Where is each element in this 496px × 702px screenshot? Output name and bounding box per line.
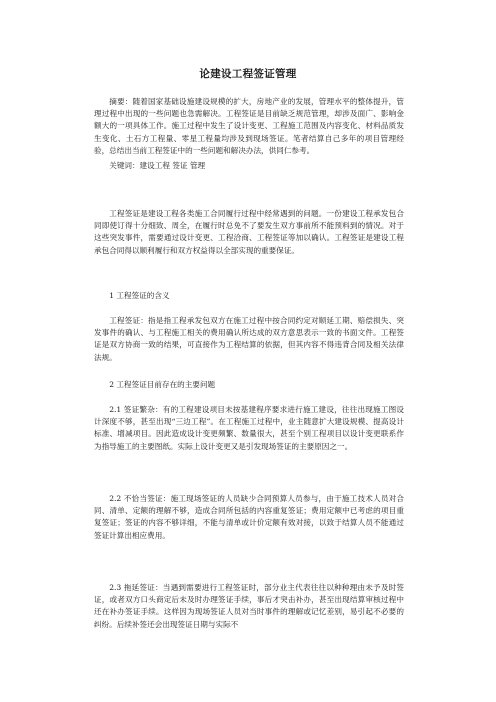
intro-paragraph: 工程签证是建设工程各类施工合同履行过程中经常遇到的问题。一份建设工程承发包合同即使订得十分细致、周全，在履行时总免不了要发生双方事前所不能预料到的情况。对于这些突发事件，需要通过设计变更、工程洽商、工程签证等加以确认。工程签证是建设工程承包合同得以顺利履行和双方权益得以全部实现的重要保证。 [94,209,404,255]
section-2-2-paragraph: 2.2 不恰当签证：施工现场签证的人员缺少合同预算人员参与，由于施工技术人员对合同、清单、定额的理解不够，造成合同所包括的内容重复签证；费用定额中已考虑的项目重复签证；签证的内容不够详细，不能与清单或计价定额有效对接，以致于结算人员不能通过签证计算出相应费用。 [94,494,404,540]
section-2-3-paragraph: 2.3 拖延签证：当遇到需要进行工程签证时，部分业主代表往往以种种理由未予及时签证，或者双方口头商定后未及时办理签证手续，事后才突击补办，甚至出现结算审核过程中还在补办签证手续。这样因为现场签证人员对当时事件的理解或记忆差别，易引起不必要的纠纷。后续补签还会出现签证日期与实际不 [94,583,404,629]
section-2-1-paragraph: 2.1 签证繁杂：有的工程建设项目未按基建程序要求进行施工建设，往往出现施工图设计深度不够，甚至出现“三边工程”。在工程施工过程中，业主随意扩大建设规模、提高设计标准、增减项目。因此造成设计变更频繁、数量很大，甚至个别工程项目以设计变更联系作为指导施工的主要图纸。实际上设计变更又是引发现场签证的主要原因之一。 [94,405,404,451]
document-title: 论建设工程签证管理 [199,68,297,80]
section-1-heading: 1 工程签证的含义 [109,291,170,300]
keywords-line: 关键词：建设工程 签证 管理 [109,161,206,170]
section-1-body: 工程签证：指是指工程承发包双方在施工过程中按合同约定对顺延工期、赔偿损失、突发事件的确认、与工程施工相关的费用确认所达成的双方意思表示一致的书面文件。工程签证是双方协商一致的结果，可直接作为工程结算的依据，但其内容不得违背合同及相关法律法规。 [94,316,404,362]
section-2-heading: 2 工程签证目前存在的主要问题 [109,380,216,389]
abstract-paragraph: 摘要：随着国家基础设施建设规模的扩大，房地产业的发展，管理水平的整体提升，管理过程中出现的一些问题也急需解决。工程签证是目前缺乏规范管理，却涉及面广、影响金额大的一项具体工作。施工过程中发生了设计变更、工程施工范围及内容变化、材料品质发生变化、土石方工程量、零星工程量均涉及到现场签证。笔者结算自己多年的项目管理经验，总结出当前工程签证中的一些问题和解决办法，供同仁参考。 [94,97,404,155]
